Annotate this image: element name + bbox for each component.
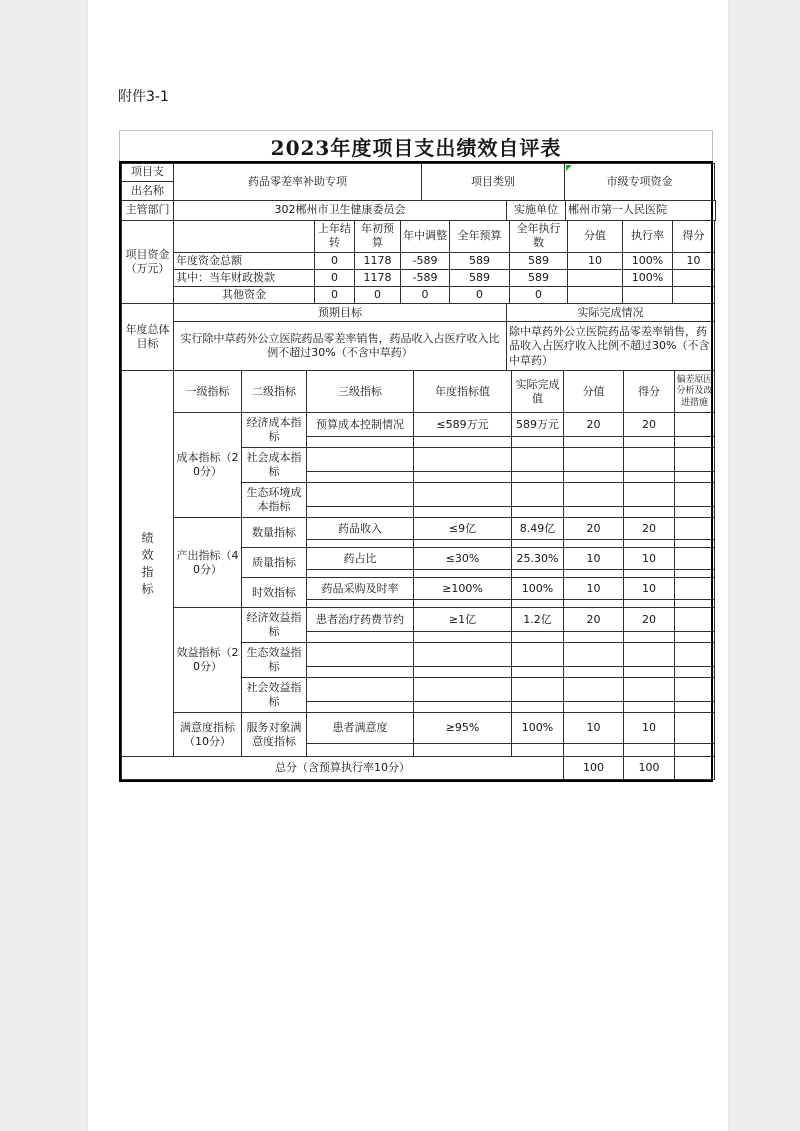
score-cell (624, 483, 675, 507)
actual-cell: 8.49亿 (512, 518, 564, 540)
funds-cell (623, 287, 673, 304)
document-page (88, 0, 728, 1131)
level1-benefit: 效益指标（20分） (174, 608, 242, 713)
level3-cell (307, 678, 414, 702)
funds-cell: 10 (568, 252, 623, 269)
target-cell (414, 483, 512, 507)
target-cell (414, 448, 512, 472)
indicator-row (122, 413, 715, 437)
goal-label: 年度总体目标 (122, 304, 174, 371)
funds-cell: 100% (623, 252, 673, 269)
funds-row-name: 其他资金 (174, 287, 315, 304)
points-cell: 10 (564, 713, 624, 744)
funds-header-execution-rate: 执行率 (623, 221, 673, 253)
funds-cell: 0 (450, 287, 510, 304)
score-cell (624, 643, 675, 667)
funds-cell: 10 (673, 252, 715, 269)
funds-header-carryover: 上年结转 (315, 221, 355, 253)
points-cell (564, 448, 624, 472)
deviation-cell (675, 643, 715, 667)
table-body (119, 161, 713, 782)
funds-header-initial-budget: 年初预算 (355, 221, 401, 253)
funds-row-total (122, 252, 715, 269)
funds-cell: 0 (315, 269, 355, 286)
funds-cell (673, 269, 715, 286)
total-score-cell: 100 (624, 757, 675, 780)
target-cell: ≤589万元 (414, 413, 512, 437)
funds-cell: -589 (401, 252, 450, 269)
total-points-cell: 100 (564, 757, 624, 780)
header-actual: 实际完成值 (512, 371, 564, 413)
points-cell: 20 (564, 518, 624, 540)
target-cell: ≤9亿 (414, 518, 512, 540)
deviation-cell (675, 578, 715, 600)
page-title: 2023年度项目支出绩效自评表 (270, 135, 562, 160)
indicator-row (122, 608, 715, 632)
points-cell (564, 678, 624, 702)
deviation-cell (675, 713, 715, 744)
project-name-label-top: 项目支 (122, 164, 174, 182)
funds-cell: 0 (401, 287, 450, 304)
deviation-cell (675, 448, 715, 472)
level2-cell: 服务对象满意度指标 (242, 713, 307, 757)
funds-section (121, 220, 715, 304)
project-category-value: 市级专项资金 (565, 164, 715, 201)
deviation-cell (675, 608, 715, 632)
goal-expected-text: 实行除中草药外公立医院药品零差率销售，药品收入占医疗收入比例不超过30%（不含中草药） (174, 322, 507, 371)
funds-cell: 1178 (355, 269, 401, 286)
deviation-cell (675, 483, 715, 507)
header-level1: 一级指标 (174, 371, 242, 413)
level3-cell: 患者满意度 (307, 713, 414, 744)
deviation-cell (675, 548, 715, 570)
header-level3: 三级指标 (307, 371, 414, 413)
unit-value: 郴州市第一人民医院 (566, 201, 716, 221)
dept-label: 主管部门 (122, 201, 174, 221)
funds-header-executed: 全年执行数 (510, 221, 568, 253)
funds-cell: 1178 (355, 252, 401, 269)
indicator-row (122, 518, 715, 540)
level2-cell: 经济成本指标 (242, 413, 307, 448)
header-score: 得分 (624, 371, 675, 413)
score-cell: 10 (624, 548, 675, 570)
funds-name-header (174, 221, 315, 253)
project-category-label: 项目类别 (422, 164, 565, 201)
points-cell: 20 (564, 413, 624, 437)
project-name-value: 药品零差率补助专项 (174, 164, 422, 201)
goal-actual-text: 除中草药外公立医院药品零差率销售，药品收入占医疗收入比例不超过30%（不含中草药） (507, 322, 715, 371)
level3-cell: 预算成本控制情况 (307, 413, 414, 437)
score-cell: 10 (624, 578, 675, 600)
actual-cell: 100% (512, 713, 564, 744)
level3-cell (307, 643, 414, 667)
level2-cell: 社会成本指标 (242, 448, 307, 483)
level3-cell (307, 483, 414, 507)
goal-section (121, 303, 715, 371)
funds-cell: 589 (450, 269, 510, 286)
header-level2: 二级指标 (242, 371, 307, 413)
actual-cell: 1.2亿 (512, 608, 564, 632)
funds-label: 项目资金（万元） (122, 221, 174, 304)
project-name-label-bottom: 出名称 (122, 182, 174, 201)
goal-expected-header: 预期目标 (174, 304, 507, 322)
score-cell: 20 (624, 608, 675, 632)
score-cell: 20 (624, 413, 675, 437)
target-cell (414, 678, 512, 702)
level3-cell: 患者治疗药费节约 (307, 608, 414, 632)
target-cell: ≤30% (414, 548, 512, 570)
deviation-cell (675, 413, 715, 437)
level2-cell: 经济效益指标 (242, 608, 307, 643)
score-cell: 10 (624, 713, 675, 744)
level1-satisfaction: 满意度指标（10分） (174, 713, 242, 757)
level1-output: 产出指标（40分） (174, 518, 242, 608)
actual-cell (512, 448, 564, 472)
indicators-label: 绩效指标 (122, 371, 174, 757)
cell-corner-flag-icon (566, 165, 572, 171)
dept-row (121, 200, 716, 221)
total-section (121, 756, 715, 780)
points-cell: 10 (564, 548, 624, 570)
deviation-cell (675, 678, 715, 702)
attachment-label: 附件3-1 (118, 89, 169, 105)
dept-value: 302郴州市卫生健康委员会 (174, 201, 507, 221)
actual-cell (512, 643, 564, 667)
funds-cell (568, 287, 623, 304)
total-label: 总分（含预算执行率10分） (122, 757, 564, 780)
info-section (121, 163, 715, 201)
indicators-section (121, 370, 715, 757)
points-cell (564, 483, 624, 507)
level2-cell: 质量指标 (242, 548, 307, 578)
funds-cell: 0 (510, 287, 568, 304)
funds-row-other (122, 287, 715, 304)
score-cell (624, 678, 675, 702)
actual-cell: 25.30% (512, 548, 564, 570)
funds-cell: 0 (355, 287, 401, 304)
funds-cell: -589 (401, 269, 450, 286)
points-cell (564, 643, 624, 667)
actual-cell (512, 483, 564, 507)
funds-row-name: 年度资金总额 (174, 252, 315, 269)
header-deviation: 偏差原因分析及改进措施 (675, 371, 715, 413)
score-cell (624, 448, 675, 472)
total-deviation-cell (675, 757, 715, 780)
level2-cell: 生态环境成本指标 (242, 483, 307, 518)
points-cell: 20 (564, 608, 624, 632)
target-cell: ≥95% (414, 713, 512, 744)
level3-cell: 药品采购及时率 (307, 578, 414, 600)
level2-cell: 社会效益指标 (242, 678, 307, 713)
target-cell: ≥1亿 (414, 608, 512, 632)
level3-cell (307, 448, 414, 472)
actual-cell: 589万元 (512, 413, 564, 437)
level2-cell: 生态效益指标 (242, 643, 307, 678)
funds-header-score: 得分 (673, 221, 715, 253)
level2-cell: 时效指标 (242, 578, 307, 608)
table-title-box (119, 130, 713, 161)
funds-cell: 0 (315, 252, 355, 269)
actual-cell: 100% (512, 578, 564, 600)
level3-cell: 药占比 (307, 548, 414, 570)
deviation-cell (675, 518, 715, 540)
points-cell: 10 (564, 578, 624, 600)
actual-cell (512, 678, 564, 702)
funds-cell (568, 269, 623, 286)
funds-header-annual-budget: 全年预算 (450, 221, 510, 253)
funds-cell: 589 (510, 252, 568, 269)
unit-label: 实施单位 (507, 201, 566, 221)
header-points: 分值 (564, 371, 624, 413)
target-cell: ≥100% (414, 578, 512, 600)
level3-cell: 药品收入 (307, 518, 414, 540)
evaluation-table (119, 130, 713, 782)
funds-cell: 100% (623, 269, 673, 286)
score-cell: 20 (624, 518, 675, 540)
funds-cell: 589 (510, 269, 568, 286)
indicator-row (122, 713, 715, 744)
level1-cost: 成本指标（20分） (174, 413, 242, 518)
goal-actual-header: 实际完成情况 (507, 304, 715, 322)
funds-row-name: 其中：当年财政拨款 (174, 269, 315, 286)
funds-header-midyear-adjust: 年中调整 (401, 221, 450, 253)
funds-row-fiscal (122, 269, 715, 286)
funds-cell (673, 287, 715, 304)
funds-cell: 0 (315, 287, 355, 304)
header-target: 年度指标值 (414, 371, 512, 413)
funds-header-points: 分值 (568, 221, 623, 253)
funds-cell: 589 (450, 252, 510, 269)
target-cell (414, 643, 512, 667)
level2-cell: 数量指标 (242, 518, 307, 548)
